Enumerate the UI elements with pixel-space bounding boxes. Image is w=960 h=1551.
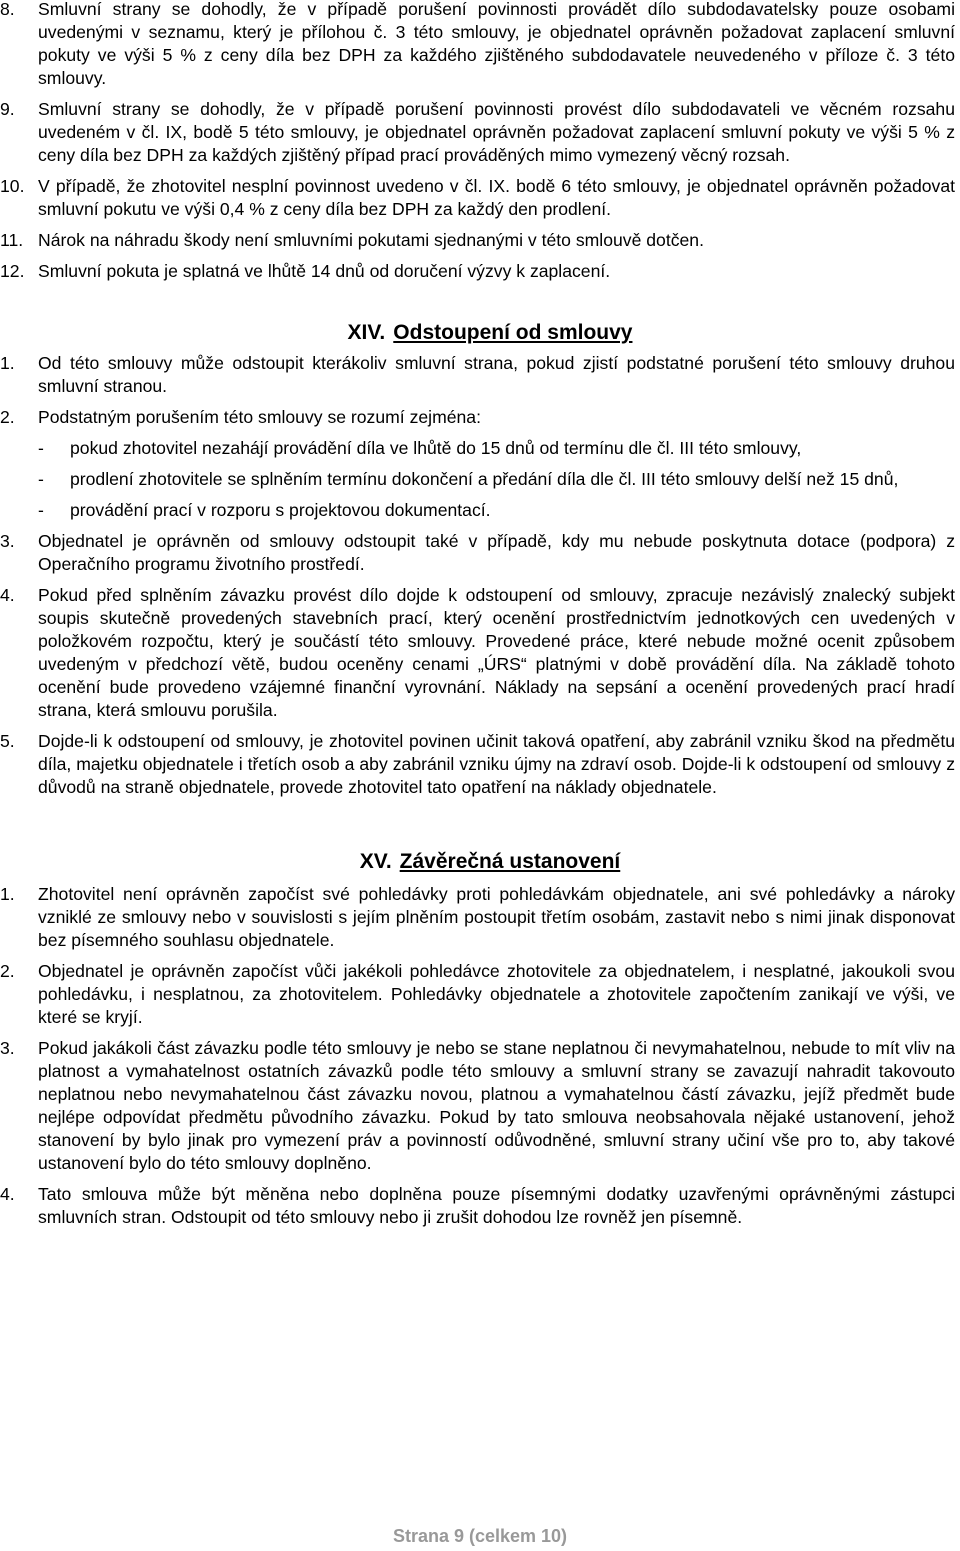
clause-text: Zhotovitel není oprávněn započíst své pohledávky proti pohledávkám objednatele, ani své pohledávky a nároky vzniklé ze smlouvy nebo v souvislosti s jejím plněním postoupit třetím osobám, zastavit nebo s nimi jinak disponovat bez písemného souhlasu objednatele. [38,884,955,950]
clause-number: 3. [0,1038,15,1058]
clause-number: 9. [0,99,15,119]
clause-number: 3. [0,531,15,551]
clause-text: Objednatel je oprávněn započíst vůči jakékoli pohledávce zhotovitele za objednatelem, i nesplatné, jakoukoli svou pohledávku, i nesplatnou, za zhotovitelem. Pohledávky objednatele a zhotovitele započtením zanikají ve výši, ve které se kryjí. [38,961,955,1027]
withdrawal-clause-1 [0,352,955,398]
clause-number: 5. [0,731,15,751]
clause-9 [0,98,955,167]
clause-number: 11. [0,230,24,250]
clause-number: 2. [0,407,15,427]
clause-number: 10. [0,176,25,196]
clause-text: Smluvní strany se dohodly, že v případě porušení povinnosti provádět dílo subdodavatelsky pouze osobami uvedenými v seznamu, který je přílohou č. 3 této smlouvy, je objednatel oprávněn požadovat zaplacení smluvní pokuty ve výši 5 % z ceny díla bez DPH za každého zjištěného subdodavatele neuvedeného v příloze č. 3 této smlouvy. [38,0,955,88]
final-clause-1 [0,883,955,952]
clause-text: Tato smlouva může být měněna nebo doplněna pouze písemnými dodatky uzavřenými oprávněnými zástupci smluvních stran. Odstoupit od této smlouvy nebo ji zrušit dohodou lze rovněž jen písemně. [38,1184,955,1227]
final-clause-3 [0,1037,955,1175]
clause-8 [0,0,955,90]
clause-number: 4. [0,1184,15,1204]
clause-number: 1. [0,353,15,373]
list-item [0,437,955,460]
clause-text: Dojde-li k odstoupení od smlouvy, je zhotovitel povinen učinit taková opatření, aby zabránil vzniku škod na předmětu díla, majetku objednatele i třetích osob a aby zabránil vzniku újmy na zdraví osob. Dojde-li k odstoupení od smlouvy z důvodů na straně objednatele, provede zhotovitel tato opatření na náklady objednatele. [38,731,955,797]
clause-text: Podstatným porušením této smlouvy se rozumí zejména: [38,407,481,427]
section-number: XIV. [347,321,386,344]
final-clause-2 [0,960,955,1029]
clause-text: Pokud jakákoli část závazku podle této smlouvy je nebo se stane neplatnou či nevymahatelnou, nebude to mít vliv na platnost a vymahatelnost ostatních závazků podle této smlouvy a smluvní strany se zavazují nahradit takovouto neplatnou nebo nevymahatelnou část závazku novou, platnou a vymahatelnou částí závazku, jejíž předmět bude nejlépe odpovídat předmětu původního závazku. Pokud by tato smlouva neobsahovala nějaké ustanovení, jehož stanovení by bylo jinak pro vymezení práv a povinností odůvodněné, smluvní strany učiní vše pro to, aby takové ustanovení bylo do této smlouvy doplněno. [38,1038,955,1173]
clause-text: Objednatel je oprávněn od smlouvy odstoupit také v případě, kdy mu nebude poskytnuta dotace (podpora) z Operačního programu životního prostředí. [38,531,955,574]
dash-bullet: - [38,469,44,489]
withdrawal-clause-4 [0,584,955,722]
list-item-text: prodlení zhotovitele se splněním termínu dokončení a předání díla dle čl. III této smlouvy delší než 15 dnů, [70,469,899,489]
dash-bullet: - [38,500,44,520]
clause-text: V případě, že zhotovitel nesplní povinnost uvedeno v čl. IX. bodě 6 této smlouvy, je objednatel oprávněn požadovat smluvní pokutu ve výši 0,4 % z ceny díla bez DPH za každý den prodlení. [38,176,955,219]
list-item [0,499,955,522]
list-item-text: provádění prací v rozporu s projektovou dokumentací. [70,500,491,520]
list-item [0,468,955,491]
section-number: XV. [359,850,392,873]
clause-text: Pokud před splněním závazku provést dílo dojde k odstoupení od smlouvy, zpracuje nezávislý znalecký subjekt soupis skutečně provedených stavebních prací, který ocenění prostřednictvím jednotkových cen uvedených v položkovém rozpočtu, který je součástí této smlouvy. Provedené práce, které nebude možné ocenit způsobem uvedeným v předchozí větě, budou oceněny cenami „ÚRS“ platnými v době provádění díla. Na základě tohoto ocenění bude provedeno vzájemné finanční vyrovnání. Náklady na sepsání a ocenění provedených prací hradí strana, která smlouvu porušila. [38,585,955,720]
section-heading-xv [0,849,955,875]
page-footer: Strana 9 (celkem 10) [392,1526,568,1546]
final-clause-4 [0,1183,955,1229]
withdrawal-clause-5 [0,730,955,799]
section-title: Závěrečná ustanovení [399,850,621,873]
section-title: Odstoupení od smlouvy [393,321,633,344]
withdrawal-clause-2 [0,406,955,429]
clause-text: Nárok na náhradu škody není smluvními pokutami sjednanými v této smlouvě dotčen. [38,230,704,250]
clause-text: Smluvní strany se dohodly, že v případě porušení povinnosti provést dílo subdodavateli ve věcném rozsahu uvedeném v čl. IX, bodě 5 této smlouvy, je objednatel oprávněn požadovat zaplacení smluvní pokuty ve výši 5 % z ceny díla bez DPH za každých zjištěný případ prací prováděných mimo vymezený věcný rozsah. [38,99,955,165]
withdrawal-clause-3 [0,530,955,576]
dash-bullet: - [38,438,44,458]
clause-text: Smluvní pokuta je splatná ve lhůtě 14 dnů od doručení výzvy k zaplacení. [38,261,611,281]
breach-list [0,437,955,522]
clause-11 [0,229,955,252]
section-heading-xiv [0,320,955,346]
clause-number: 2. [0,961,15,981]
clause-12 [0,260,955,283]
clause-number: 1. [0,884,15,904]
clause-number: 4. [0,585,15,605]
clause-10 [0,175,955,221]
list-item-text: pokud zhotovitel nezahájí provádění díla ve lhůtě do 15 dnů od termínu dle čl. III této smlouvy, [70,438,802,458]
clause-number: 8. [0,0,15,19]
clause-text: Od této smlouvy může odstoupit kterákoliv smluvní strana, pokud zjistí podstatné porušení této smlouvy druhou smluvní stranou. [38,353,955,396]
clause-number: 12. [0,261,25,281]
